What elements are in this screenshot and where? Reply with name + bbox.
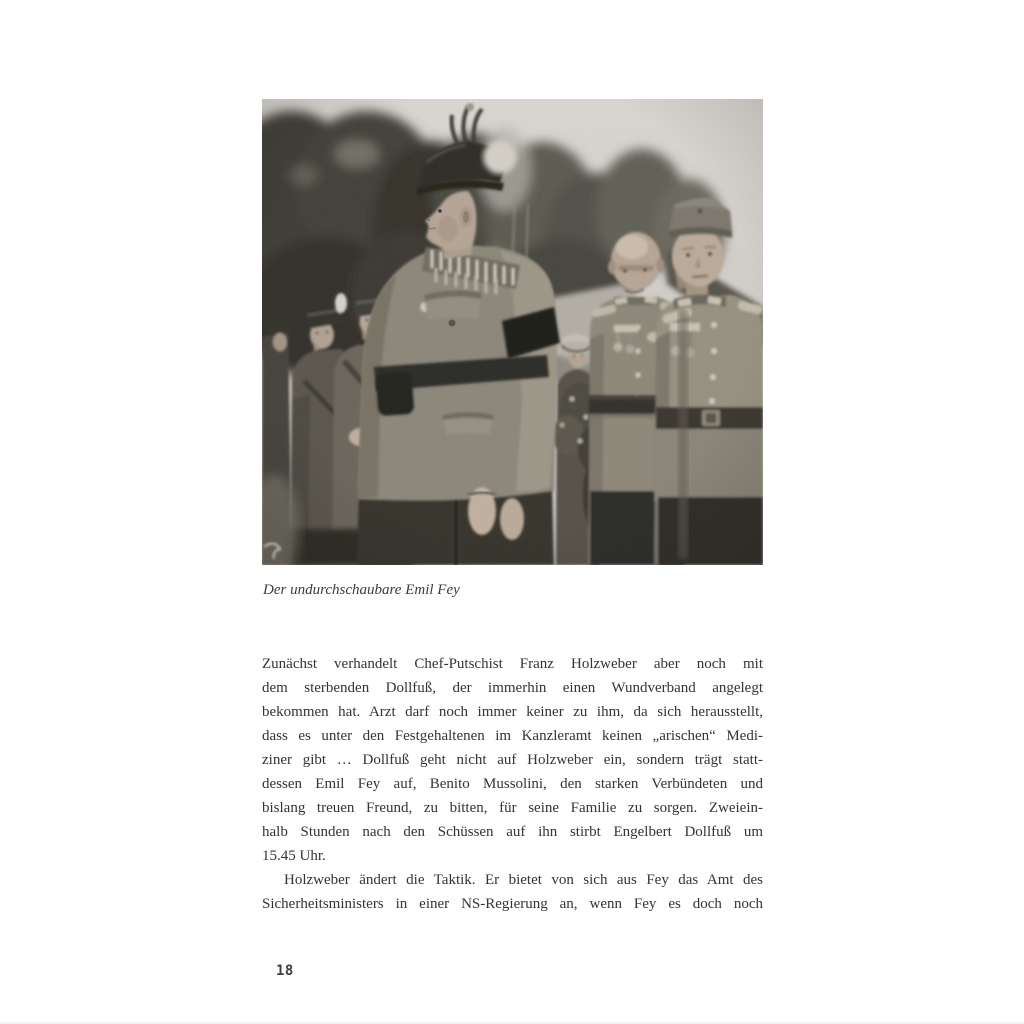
photo-image <box>262 99 763 565</box>
text-line: Sicherheitsministers in einer NS-Regierung an, wenn Fey es doch noch <box>262 896 763 912</box>
text-line: bekommen hat. Arzt darf noch immer keiner zu ihm, da sich herausstellt, <box>262 704 763 720</box>
text-line: ziner gibt … Dollfuß geht nicht auf Holzweber ein, sondern trägt statt- <box>262 752 763 768</box>
text-line: 15.45 Uhr. <box>262 848 326 864</box>
text-line: bislang treuen Freund, zu bitten, für seine Familie zu sorgen. Zweiein- <box>262 800 763 816</box>
text-line: Zunächst verhandelt Chef-Putschist Franz Holzweber aber noch mit <box>262 656 763 672</box>
photo <box>262 99 763 565</box>
text-line: dem sterbenden Dollfuß, der immerhin einen Wundverband angelegt <box>262 680 763 696</box>
text-line: dass es unter den Festgehaltenen im Kanzleramt keinen „arischen“ Medi- <box>262 728 763 744</box>
photo-caption: Der undurchschaubare Emil Fey <box>263 582 460 598</box>
text-line: dessen Emil Fey auf, Benito Mussolini, den starken Verbündeten und <box>262 776 763 792</box>
page-number: 18 <box>276 963 294 979</box>
text-line: halb Stunden nach den Schüssen auf ihn stirbt Engelbert Dollfuß um <box>262 824 763 840</box>
text-line: Holzweber ändert die Taktik. Er bietet von sich aus Fey das Amt des <box>284 872 763 888</box>
film-grain <box>262 99 763 565</box>
body-text <box>262 652 763 916</box>
